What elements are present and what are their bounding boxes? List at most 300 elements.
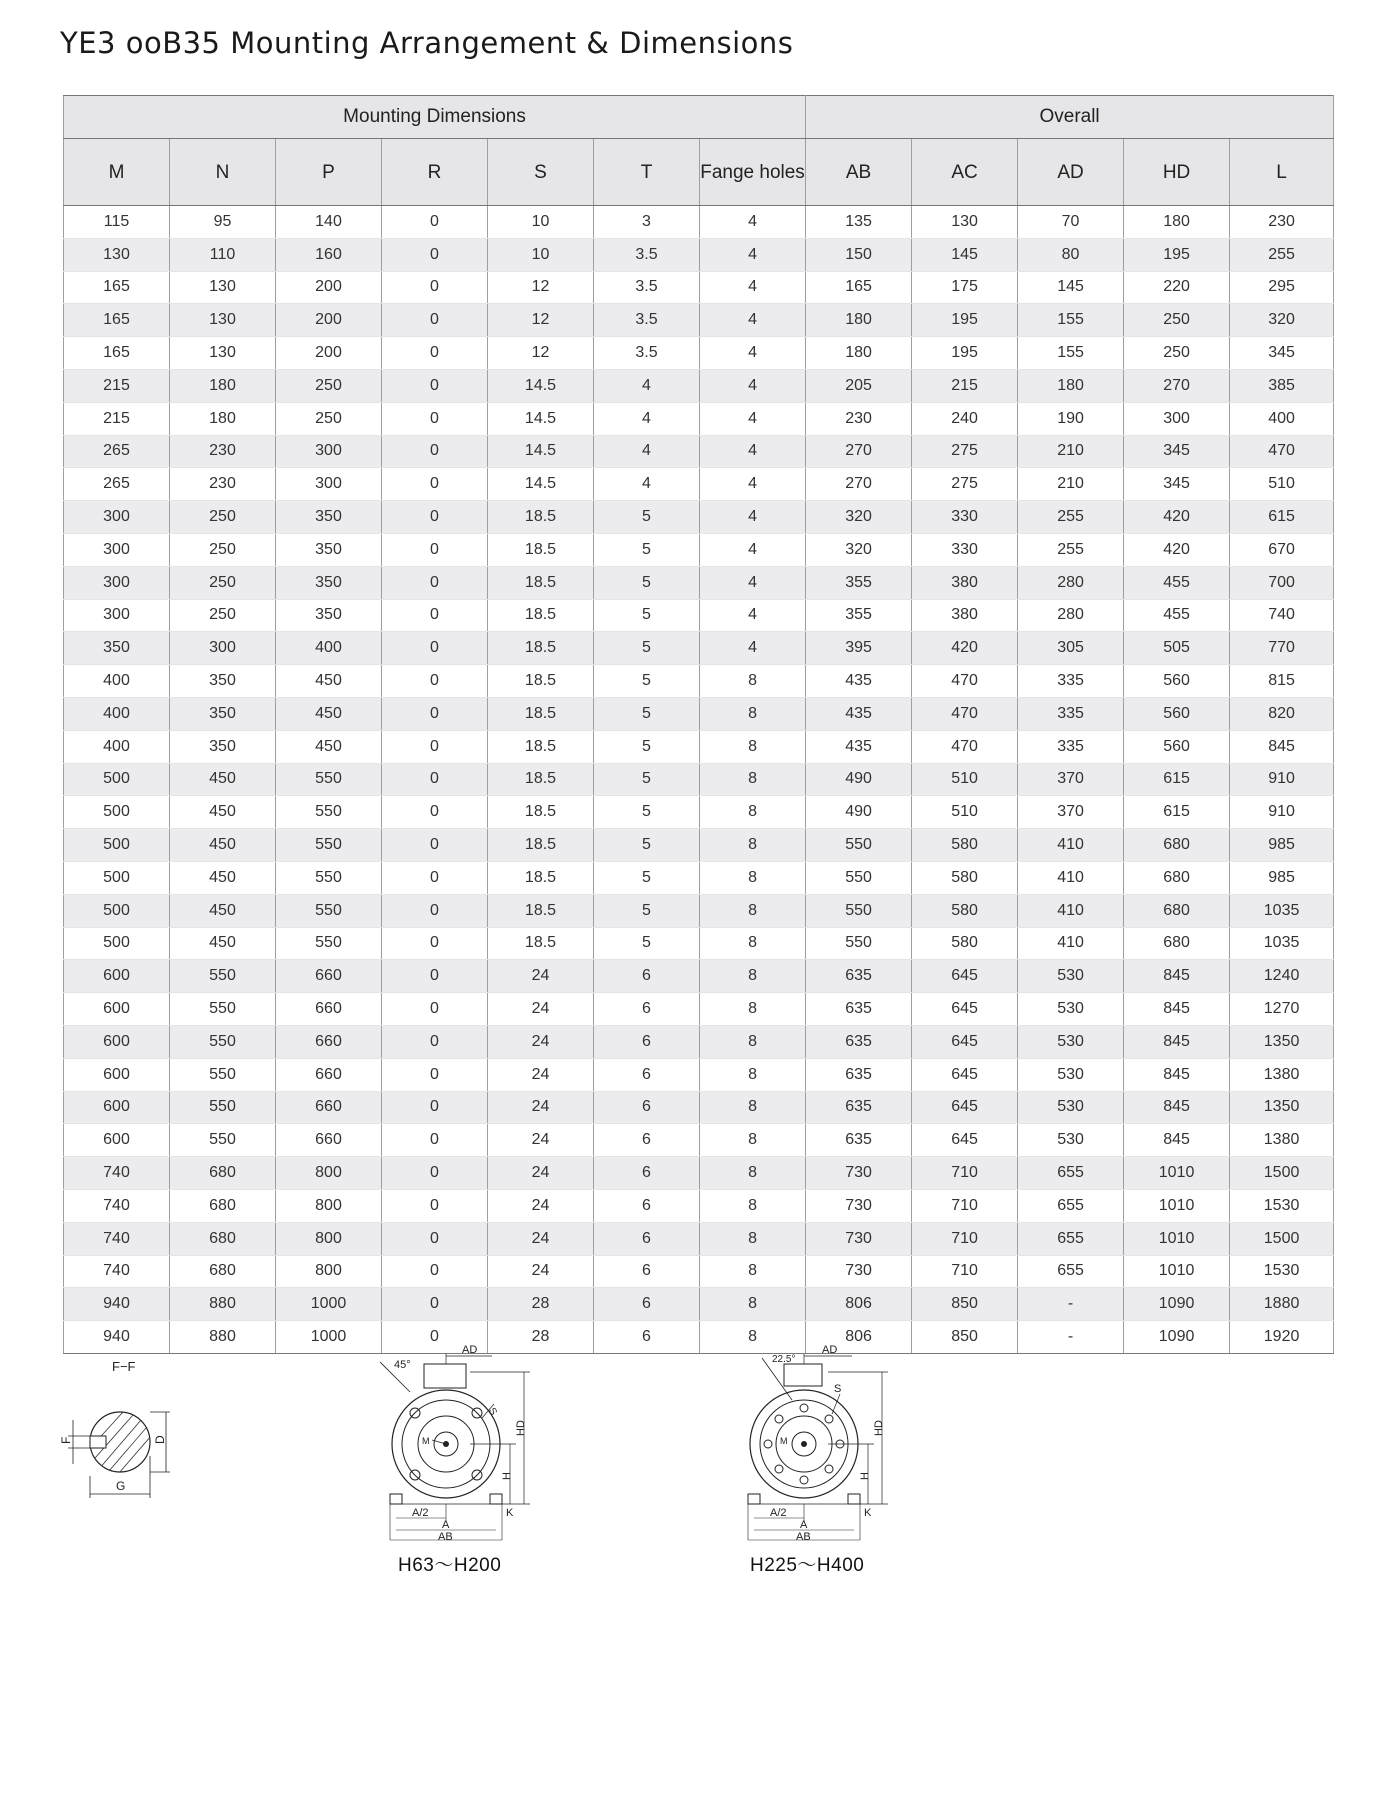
table-cell: 300: [64, 533, 170, 566]
table-cell: 490: [806, 796, 912, 829]
table-cell: 700: [1230, 566, 1334, 599]
table-cell: 200: [276, 304, 382, 337]
table-cell: 4: [700, 271, 806, 304]
motor-diagram-small: [370, 1344, 570, 1549]
table-cell: 450: [276, 730, 382, 763]
table-cell: 1350: [1230, 1025, 1334, 1058]
table-row: [64, 271, 1334, 304]
table-cell: 24: [488, 1189, 594, 1222]
table-cell: 730: [806, 1157, 912, 1190]
table-row: [64, 730, 1334, 763]
table-cell: 450: [276, 665, 382, 698]
table-cell: 300: [64, 501, 170, 534]
table-cell: 500: [64, 927, 170, 960]
table-cell: 3.5: [594, 238, 700, 271]
table-cell: 28: [488, 1321, 594, 1354]
table-cell: 8: [700, 796, 806, 829]
table-cell: 710: [912, 1222, 1018, 1255]
table-cell: 255: [1018, 533, 1124, 566]
table-cell: 680: [1124, 927, 1230, 960]
table-cell: 130: [64, 238, 170, 271]
page-title: YE3 ooB35 Mounting Arrangement & Dimensions: [60, 26, 794, 60]
table-cell: 0: [382, 894, 488, 927]
table-cell: 80: [1018, 238, 1124, 271]
table-cell: 455: [1124, 599, 1230, 632]
table-cell: 670: [1230, 533, 1334, 566]
table-cell: 400: [64, 665, 170, 698]
table-cell: 5: [594, 501, 700, 534]
table-cell: 215: [912, 369, 1018, 402]
table-row: [64, 763, 1334, 796]
table-cell: 180: [170, 402, 276, 435]
table-cell: 710: [912, 1157, 1018, 1190]
table-cell: 18.5: [488, 599, 594, 632]
table-cell: 8: [700, 960, 806, 993]
column-header: HD: [1124, 139, 1230, 206]
table-row: [64, 1124, 1334, 1157]
table-cell: 5: [594, 829, 700, 862]
table-cell: 130: [912, 206, 1018, 239]
table-cell: 0: [382, 993, 488, 1026]
table-cell: 6: [594, 1091, 700, 1124]
table-cell: 580: [912, 894, 1018, 927]
column-header: N: [170, 139, 276, 206]
table-row: [64, 566, 1334, 599]
table-cell: 580: [912, 861, 1018, 894]
table-cell: 6: [594, 1321, 700, 1354]
table-cell: 435: [806, 697, 912, 730]
table-cell: 410: [1018, 861, 1124, 894]
table-cell: 550: [276, 763, 382, 796]
label-a: A: [442, 1519, 450, 1531]
foot-right: [490, 1494, 502, 1504]
table-cell: 560: [1124, 730, 1230, 763]
table-cell: 550: [806, 894, 912, 927]
table-cell: 0: [382, 337, 488, 370]
table-cell: 95: [170, 206, 276, 239]
table-cell: 8: [700, 730, 806, 763]
table-cell: 420: [1124, 501, 1230, 534]
angle-label: 45°: [394, 1359, 411, 1371]
table-cell: 1000: [276, 1288, 382, 1321]
table-cell: 730: [806, 1189, 912, 1222]
table-cell: 410: [1018, 894, 1124, 927]
table-cell: 18.5: [488, 632, 594, 665]
table-cell: 250: [170, 566, 276, 599]
table-cell: 740: [64, 1157, 170, 1190]
table-cell: 8: [700, 1222, 806, 1255]
table-cell: 350: [276, 501, 382, 534]
table-cell: 12: [488, 337, 594, 370]
table-cell: 3.5: [594, 304, 700, 337]
table-cell: 130: [170, 337, 276, 370]
table-cell: 8: [700, 894, 806, 927]
table-cell: 8: [700, 1288, 806, 1321]
table-cell: 6: [594, 1288, 700, 1321]
table-cell: 8: [700, 665, 806, 698]
dimensions-table: [63, 95, 1334, 1354]
table-cell: 250: [1124, 337, 1230, 370]
table-cell: 230: [170, 435, 276, 468]
table-cell: 806: [806, 1288, 912, 1321]
table-cell: 4: [700, 435, 806, 468]
table-cell: 845: [1124, 1091, 1230, 1124]
label-m: M: [422, 1436, 430, 1446]
table-cell: 130: [170, 304, 276, 337]
table-cell: 12: [488, 304, 594, 337]
table-cell: 8: [700, 1058, 806, 1091]
table-cell: 800: [276, 1255, 382, 1288]
table-cell: 615: [1124, 763, 1230, 796]
table-cell: 0: [382, 1058, 488, 1091]
table-cell: 5: [594, 927, 700, 960]
table-cell: 580: [912, 829, 1018, 862]
table-cell: 410: [1018, 927, 1124, 960]
table-cell: 4: [700, 632, 806, 665]
table-cell: 770: [1230, 632, 1334, 665]
table-cell: 18.5: [488, 697, 594, 730]
table-cell: 680: [1124, 861, 1230, 894]
table-cell: 28: [488, 1288, 594, 1321]
table-cell: 345: [1124, 435, 1230, 468]
table-cell: 4: [594, 435, 700, 468]
label-ab: AB: [438, 1531, 453, 1543]
table-cell: 420: [912, 632, 1018, 665]
table-cell: 645: [912, 1058, 1018, 1091]
table-cell: 1090: [1124, 1321, 1230, 1354]
table-cell: 0: [382, 927, 488, 960]
table-cell: 255: [1230, 238, 1334, 271]
table-cell: 550: [806, 861, 912, 894]
table-cell: 350: [170, 730, 276, 763]
table-cell: 845: [1124, 1058, 1230, 1091]
table-cell: 150: [806, 238, 912, 271]
label-f: F: [59, 1436, 73, 1444]
table-cell: 820: [1230, 697, 1334, 730]
table-cell: 550: [170, 1025, 276, 1058]
table-row: [64, 861, 1334, 894]
label-hd: HD: [873, 1420, 885, 1436]
table-row: [64, 369, 1334, 402]
table-cell: 550: [276, 861, 382, 894]
table-cell: 345: [1230, 337, 1334, 370]
table-cell: 560: [1124, 665, 1230, 698]
table-cell: 1530: [1230, 1255, 1334, 1288]
table-cell: 24: [488, 993, 594, 1026]
table-cell: 0: [382, 1288, 488, 1321]
table-cell: 370: [1018, 763, 1124, 796]
table-cell: 265: [64, 468, 170, 501]
table-cell: 550: [170, 1058, 276, 1091]
column-header: M: [64, 139, 170, 206]
table-cell: 0: [382, 1321, 488, 1354]
table-cell: 165: [64, 337, 170, 370]
table-cell: 5: [594, 599, 700, 632]
table-cell: 1500: [1230, 1157, 1334, 1190]
table-cell: 6: [594, 1255, 700, 1288]
table-cell: 470: [912, 665, 1018, 698]
table-cell: 530: [1018, 1058, 1124, 1091]
table-cell: 24: [488, 1058, 594, 1091]
table-cell: 645: [912, 1025, 1018, 1058]
table-cell: 0: [382, 206, 488, 239]
table-cell: 14.5: [488, 402, 594, 435]
table-cell: 135: [806, 206, 912, 239]
table-cell: 240: [912, 402, 1018, 435]
table-row: [64, 435, 1334, 468]
table-cell: 18.5: [488, 829, 594, 862]
table-cell: 1010: [1124, 1157, 1230, 1190]
table-cell: 0: [382, 599, 488, 632]
table-cell: 660: [276, 1091, 382, 1124]
table-cell: 145: [1018, 271, 1124, 304]
table-cell: 18.5: [488, 894, 594, 927]
table-cell: 8: [700, 829, 806, 862]
table-cell: 220: [1124, 271, 1230, 304]
table-cell: 230: [806, 402, 912, 435]
table-cell: 450: [170, 927, 276, 960]
table-cell: 635: [806, 1091, 912, 1124]
table-row: [64, 533, 1334, 566]
table-cell: 5: [594, 730, 700, 763]
table-cell: 6: [594, 1025, 700, 1058]
table-cell: 18.5: [488, 533, 594, 566]
table-cell: 230: [1230, 206, 1334, 239]
table-cell: 505: [1124, 632, 1230, 665]
label-h: H: [859, 1472, 871, 1480]
table-cell: 880: [170, 1288, 276, 1321]
table-cell: 4: [594, 468, 700, 501]
bolt-hole: [800, 1404, 808, 1412]
bolt-hole: [825, 1415, 833, 1423]
table-row: [64, 632, 1334, 665]
table-cell: 180: [170, 369, 276, 402]
table-cell: 400: [276, 632, 382, 665]
table-cell: 345: [1124, 468, 1230, 501]
table-cell: 940: [64, 1288, 170, 1321]
table-cell: 350: [170, 665, 276, 698]
table-cell: 165: [806, 271, 912, 304]
table-cell: 350: [170, 697, 276, 730]
table-cell: 4: [594, 402, 700, 435]
label-a2: A/2: [412, 1507, 429, 1519]
label-a2: A/2: [770, 1507, 787, 1519]
table-cell: 3.5: [594, 271, 700, 304]
table-row: [64, 468, 1334, 501]
column-header-row: [64, 139, 1334, 206]
table-cell: 14.5: [488, 369, 594, 402]
column-header: Fange holes: [700, 139, 806, 206]
table-cell: 635: [806, 1124, 912, 1157]
table-cell: 165: [64, 304, 170, 337]
table-cell: 300: [64, 599, 170, 632]
table-row: [64, 337, 1334, 370]
table-cell: 550: [806, 829, 912, 862]
table-cell: 18.5: [488, 665, 594, 698]
table-cell: 400: [64, 730, 170, 763]
table-cell: 655: [1018, 1222, 1124, 1255]
table-cell: 435: [806, 730, 912, 763]
table-cell: 8: [700, 1124, 806, 1157]
table-cell: 0: [382, 697, 488, 730]
table-cell: 635: [806, 993, 912, 1026]
section-label: F−F: [112, 1359, 136, 1374]
table-cell: 320: [806, 501, 912, 534]
table-cell: 1000: [276, 1321, 382, 1354]
table-cell: 1010: [1124, 1222, 1230, 1255]
group-header-mounting: Mounting Dimensions: [64, 96, 806, 139]
table-cell: 5: [594, 665, 700, 698]
table-cell: 280: [1018, 566, 1124, 599]
table-row: [64, 206, 1334, 239]
table-cell: 0: [382, 796, 488, 829]
table-row: [64, 796, 1334, 829]
table-cell: 0: [382, 468, 488, 501]
table-row: [64, 238, 1334, 271]
table-cell: 1380: [1230, 1058, 1334, 1091]
table-row: [64, 1255, 1334, 1288]
table-cell: 645: [912, 1124, 1018, 1157]
table-row: [64, 665, 1334, 698]
table-cell: 470: [1230, 435, 1334, 468]
table-cell: 215: [64, 369, 170, 402]
table-cell: 510: [912, 796, 1018, 829]
label-k: K: [506, 1507, 514, 1519]
table-cell: 450: [276, 697, 382, 730]
table-row: [64, 894, 1334, 927]
table-cell: 155: [1018, 337, 1124, 370]
table-cell: 355: [806, 566, 912, 599]
table-cell: 845: [1230, 730, 1334, 763]
table-cell: 815: [1230, 665, 1334, 698]
table-cell: 300: [276, 468, 382, 501]
table-cell: 450: [170, 894, 276, 927]
table-cell: 18.5: [488, 763, 594, 796]
bolt-hole: [764, 1440, 772, 1448]
table-cell: 530: [1018, 960, 1124, 993]
table-cell: 645: [912, 993, 1018, 1026]
label-g: G: [116, 1479, 126, 1493]
table-cell: 850: [912, 1321, 1018, 1354]
table-cell: 660: [276, 960, 382, 993]
table-cell: 300: [276, 435, 382, 468]
table-cell: 8: [700, 993, 806, 1026]
table-cell: 320: [806, 533, 912, 566]
table-cell: 18.5: [488, 730, 594, 763]
table-cell: 300: [170, 632, 276, 665]
table-cell: 740: [64, 1255, 170, 1288]
table-cell: 5: [594, 861, 700, 894]
table-cell: 24: [488, 1157, 594, 1190]
table-cell: 6: [594, 960, 700, 993]
table-cell: 355: [806, 599, 912, 632]
table-cell: 635: [806, 960, 912, 993]
table-cell: 8: [700, 1321, 806, 1354]
table-cell: 1920: [1230, 1321, 1334, 1354]
table-cell: 400: [64, 697, 170, 730]
table-cell: 180: [1124, 206, 1230, 239]
table-cell: 275: [912, 435, 1018, 468]
table-cell: 660: [276, 1124, 382, 1157]
table-cell: 6: [594, 1157, 700, 1190]
table-cell: 0: [382, 632, 488, 665]
table-cell: 730: [806, 1255, 912, 1288]
table-row: [64, 1189, 1334, 1222]
table-cell: 530: [1018, 1025, 1124, 1058]
table-cell: 4: [700, 501, 806, 534]
table-row: [64, 697, 1334, 730]
table-cell: 420: [1124, 533, 1230, 566]
table-body: [64, 206, 1334, 1354]
table-row: [64, 304, 1334, 337]
table-cell: 6: [594, 1222, 700, 1255]
table-cell: 5: [594, 566, 700, 599]
table-cell: 230: [170, 468, 276, 501]
table-cell: 14.5: [488, 435, 594, 468]
table-cell: 1240: [1230, 960, 1334, 993]
label-s: S: [485, 1406, 499, 1418]
table-cell: 710: [912, 1255, 1018, 1288]
table-cell: 710: [912, 1189, 1018, 1222]
table-cell: 1010: [1124, 1189, 1230, 1222]
table-cell: 1270: [1230, 993, 1334, 1026]
table-cell: 6: [594, 1058, 700, 1091]
table-cell: 845: [1124, 1025, 1230, 1058]
table-cell: 600: [64, 1124, 170, 1157]
table-cell: 270: [1124, 369, 1230, 402]
foot-right: [848, 1494, 860, 1504]
table-cell: 295: [1230, 271, 1334, 304]
table-cell: 210: [1018, 435, 1124, 468]
table-cell: 18.5: [488, 566, 594, 599]
table-cell: 510: [1230, 468, 1334, 501]
table-cell: 845: [1124, 960, 1230, 993]
table-row: [64, 1321, 1334, 1354]
table-cell: 300: [64, 566, 170, 599]
column-header: T: [594, 139, 700, 206]
table-cell: 110: [170, 238, 276, 271]
table-cell: 435: [806, 665, 912, 698]
column-header: P: [276, 139, 382, 206]
table-row: [64, 402, 1334, 435]
table-cell: 0: [382, 1255, 488, 1288]
table-cell: 550: [170, 1124, 276, 1157]
table-cell: 320: [1230, 304, 1334, 337]
table-cell: 580: [912, 927, 1018, 960]
table-cell: 350: [276, 599, 382, 632]
table-cell: 18.5: [488, 861, 594, 894]
bolt-hole: [825, 1465, 833, 1473]
table-cell: -: [1018, 1288, 1124, 1321]
table-cell: 550: [170, 993, 276, 1026]
table-cell: 1500: [1230, 1222, 1334, 1255]
table-row: [64, 1025, 1334, 1058]
shaft-section-diagram: [58, 1356, 198, 1516]
table-cell: 800: [276, 1222, 382, 1255]
table-cell: 0: [382, 1189, 488, 1222]
table-row: [64, 960, 1334, 993]
label-d: D: [153, 1435, 167, 1444]
table-cell: 380: [912, 599, 1018, 632]
table-cell: 24: [488, 960, 594, 993]
label-h: H: [501, 1472, 513, 1480]
table-cell: 10: [488, 206, 594, 239]
table-cell: 280: [1018, 599, 1124, 632]
table-cell: 24: [488, 1255, 594, 1288]
table-cell: 200: [276, 337, 382, 370]
table-cell: 3.5: [594, 337, 700, 370]
table-cell: 5: [594, 632, 700, 665]
